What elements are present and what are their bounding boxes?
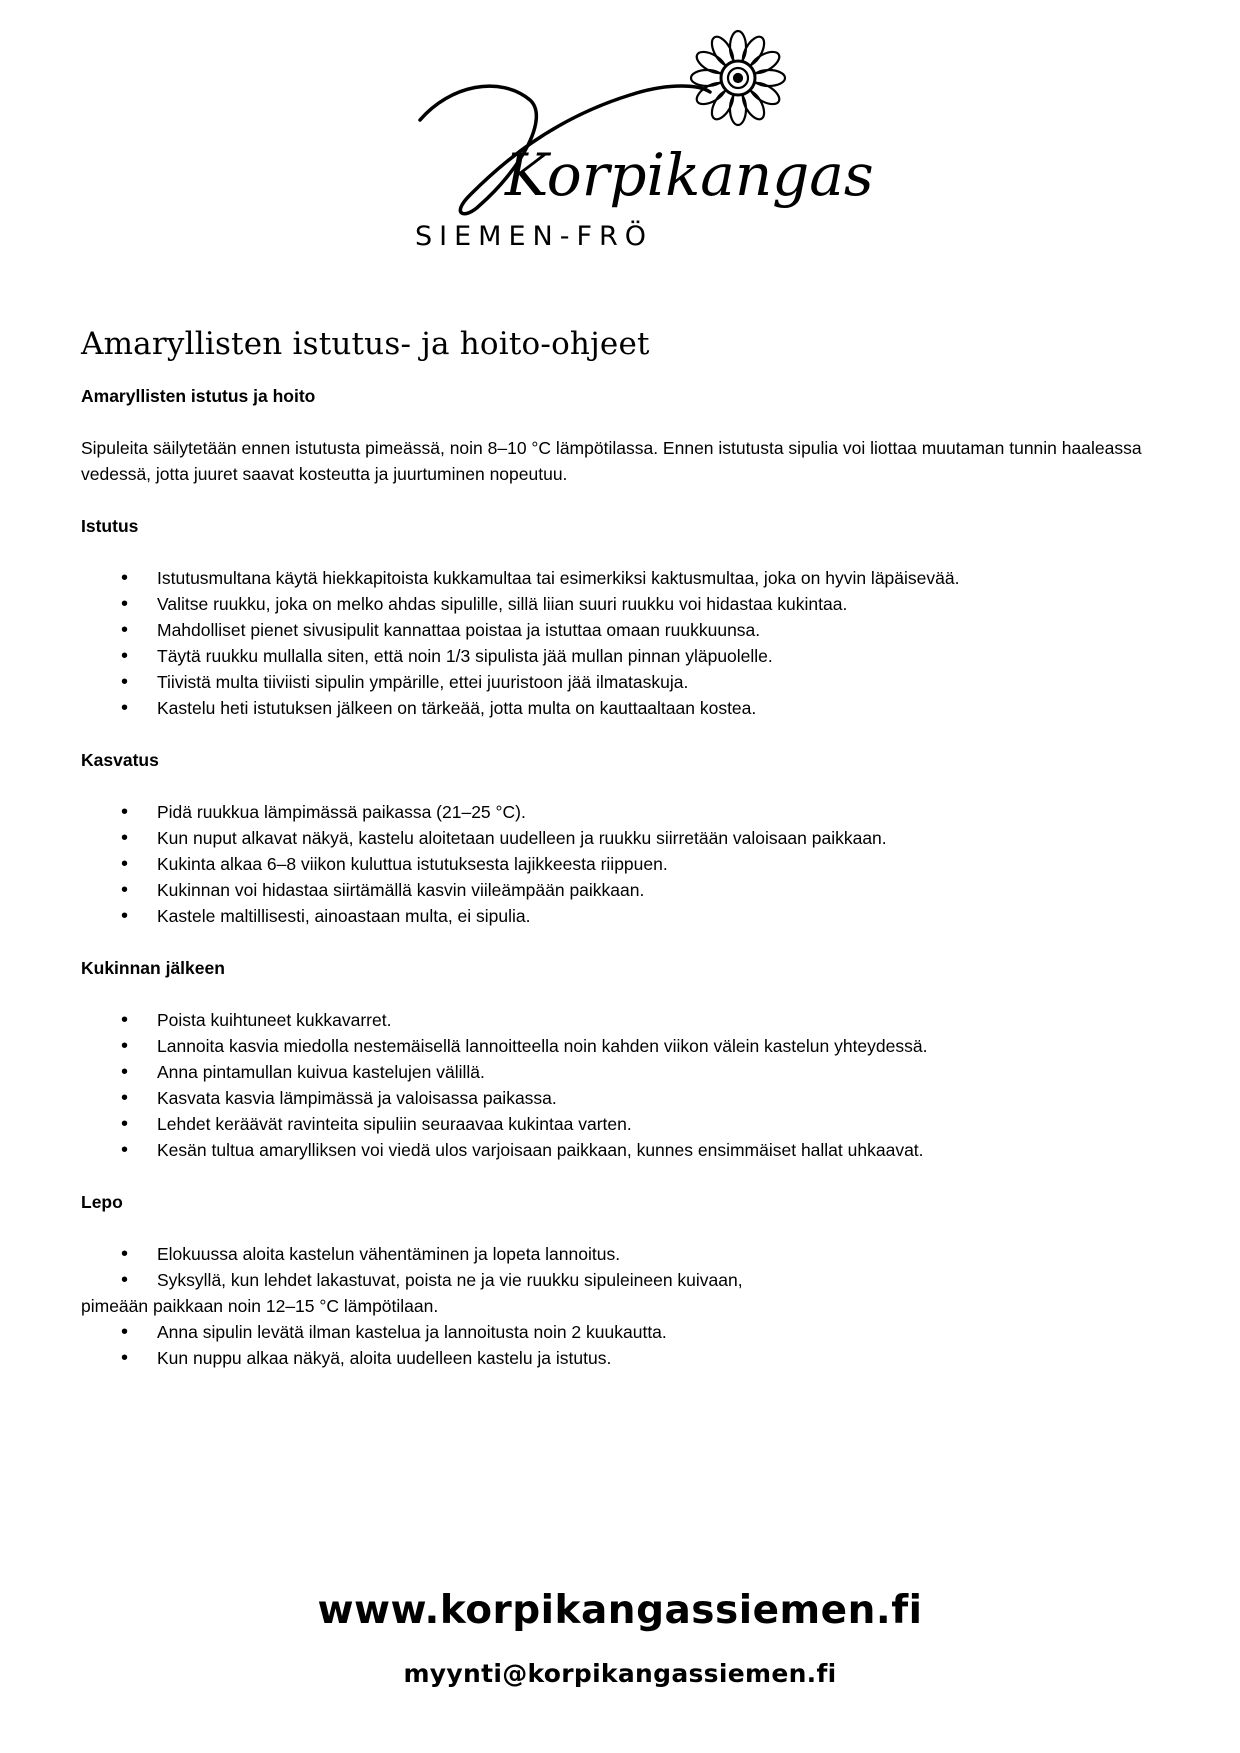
- brand-logo: [410, 30, 874, 270]
- list-item: • Valitse ruukku, joka on melko ahdas sipulille, sillä liian suuri ruukku voi hidastaa kukintaa.: [81, 591, 1161, 617]
- list-item: • Kun nuppu alkaa näkyä, aloita uudelleen kastelu ja istutus.: [81, 1345, 1161, 1371]
- list-istutus: [81, 565, 1161, 721]
- sunflower-icon: [410, 30, 874, 270]
- section-heading-kukinnan-jalkeen: Kukinnan jälkeen: [81, 958, 225, 978]
- list-item: • Mahdolliset pienet sivusipulit kannattaa poistaa ja istuttaa omaan ruukkuunsa.: [81, 617, 1161, 643]
- section-heading-lepo: Lepo: [81, 1192, 123, 1212]
- section-heading-istutus: Istutus: [81, 516, 139, 536]
- list-item: • Kasvata kasvia lämpimässä ja valoisassa paikassa.: [81, 1085, 1161, 1111]
- page-title: Amaryllisten istutus- ja hoito-ohjeet: [81, 326, 650, 362]
- document-body: [81, 383, 1161, 1397]
- list-kukinnan-jalkeen: [81, 1007, 1161, 1163]
- list-item: • Kastele maltillisesti, ainoastaan multa, ei sipulia.: [81, 903, 1161, 929]
- list-item: • Anna pintamullan kuivua kastelujen välillä.: [81, 1059, 1161, 1085]
- list-item: • Täytä ruukku mullalla siten, että noin 1/3 sipulista jää mullan pinnan yläpuolelle.: [81, 643, 1161, 669]
- footer-website: www.korpikangassiemen.fi: [317, 1588, 923, 1633]
- list-item-continuation: pimeään paikkaan noin 12–15 °C lämpötilaan.: [81, 1296, 439, 1316]
- list-item: • Anna sipulin levätä ilman kastelua ja lannoitusta noin 2 kuukautta.: [81, 1319, 1161, 1345]
- list-item: • Kukinta alkaa 6–8 viikon kuluttua istutuksesta lajikkeesta riippuen.: [81, 851, 1161, 877]
- list-lepo: [81, 1241, 1161, 1371]
- list-item: • Lannoita kasvia miedolla nestemäisellä lannoitteella noin kahden viikon välein kastelun yhteydessä.: [81, 1033, 1161, 1059]
- list-item: • Kukinnan voi hidastaa siirtämällä kasvin viileämpään paikkaan.: [81, 877, 1161, 903]
- list-item: • Poista kuihtuneet kukkavarret.: [81, 1007, 1161, 1033]
- list-item: • Syksyllä, kun lehdet lakastuvat, poista ne ja vie ruukku sipuleineen kuivaan,: [81, 1267, 1161, 1293]
- list-item: • Istutusmultana käytä hiekkapitoista kukkamultaa tai esimerkiksi kaktusmultaa, joka on hyvin läpäisevää.: [81, 565, 1161, 591]
- brand-sub: SIEMEN-FRÖ: [415, 221, 653, 252]
- list-item: • Kastelu heti istutuksen jälkeen on tärkeää, jotta multa on kauttaaltaan kostea.: [81, 695, 1161, 721]
- list-item: • Elokuussa aloita kastelun vähentäminen ja lopeta lannoitus.: [81, 1241, 1161, 1267]
- brand-script: Korpikangas: [505, 141, 874, 209]
- list-item: • Pidä ruukkua lämpimässä paikassa (21–25 °C).: [81, 799, 1161, 825]
- intro-paragraph: Sipuleita säilytetään ennen istutusta pimeässä, noin 8–10 °C lämpötilassa. Ennen istutusta sipulia voi liottaa muutaman tunnin haaleassa vedessä, jotta juuret saavat kosteutta ja juurtuminen nopeutuu.: [81, 438, 1142, 484]
- footer-email: myynti@korpikangassiemen.fi: [403, 1659, 837, 1688]
- list-item: • Lehdet keräävät ravinteita sipuliin seuraavaa kukintaa varten.: [81, 1111, 1161, 1137]
- list-kasvatus: [81, 799, 1161, 929]
- section-heading-kasvatus: Kasvatus: [81, 750, 159, 770]
- document-subtitle: Amaryllisten istutus ja hoito: [81, 386, 316, 406]
- list-item: • Tiivistä multa tiiviisti sipulin ympärille, ettei juuristoon jää ilmataskuja.: [81, 669, 1161, 695]
- list-item: • Kun nuput alkavat näkyä, kastelu aloitetaan uudelleen ja ruukku siirretään valoisaan paikkaan.: [81, 825, 1161, 851]
- list-item: • Kesän tultua amarylliksen voi viedä ulos varjoisaan paikkaan, kunnes ensimmäiset hallat uhkaavat.: [81, 1137, 1161, 1163]
